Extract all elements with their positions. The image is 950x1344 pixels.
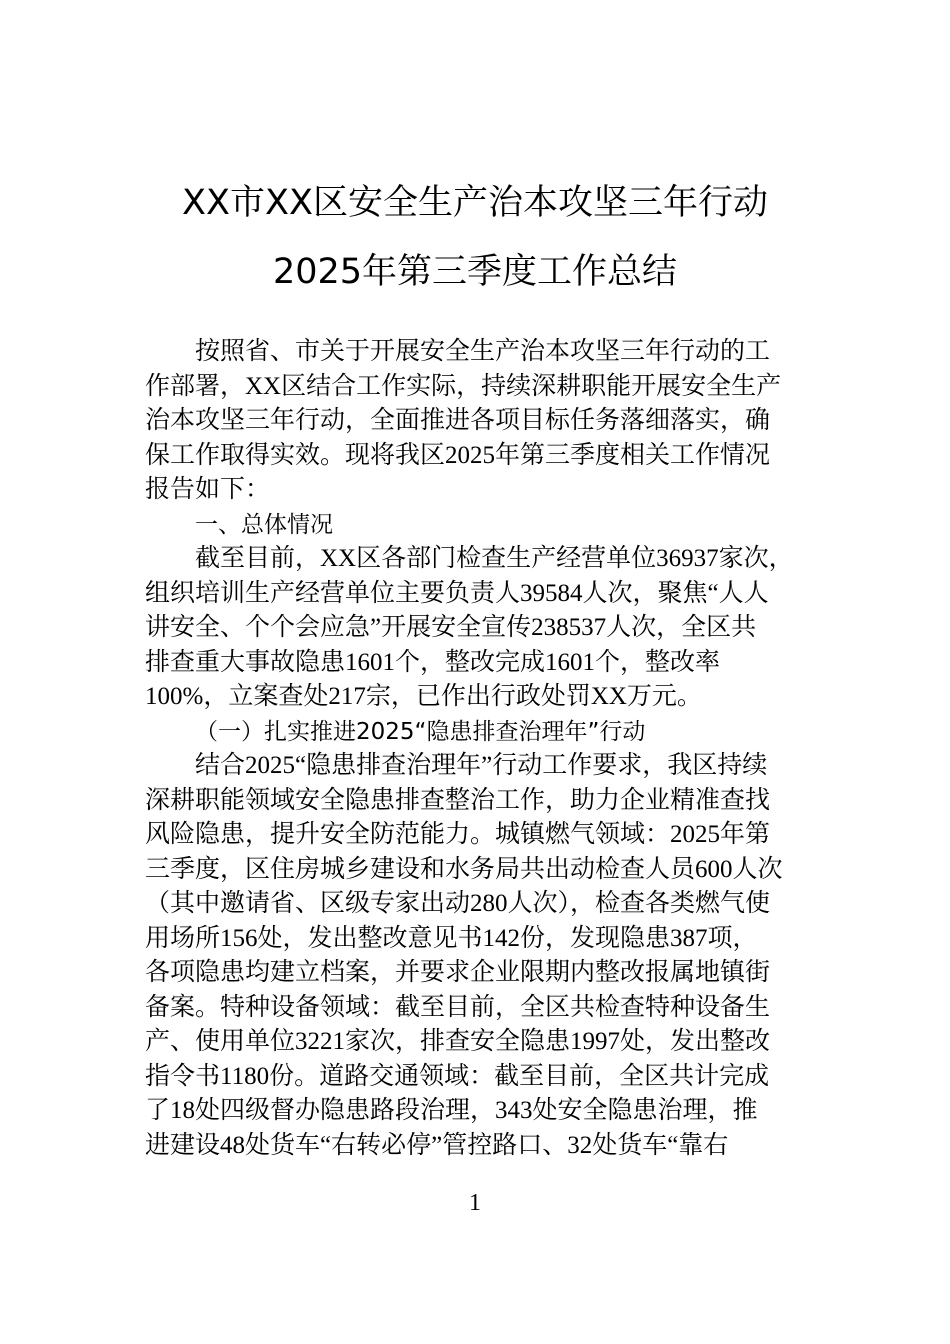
section-heading: 一、总体情况 (195, 511, 333, 538)
paragraph-line: 作部署，XX区结合工作实际，持续深耕职能开展安全生产 (145, 372, 782, 400)
paragraph-line: 讲安全、个个会应急”开展安全宣传238537人次，全区共 (145, 614, 757, 641)
paragraph-line: 组织培训生产经营单位主要负责人39584人次，聚焦“人人 (145, 579, 769, 607)
page-number: 1 (469, 1190, 481, 1216)
paragraph-line: 报告如下： (145, 476, 271, 503)
paragraph-line: 备案。特种设备领域：截至目前，全区共检查特种设备生 (145, 993, 771, 1021)
paragraph-line: 治本攻坚三年行动，全面推进各项目标任务落细落实，确 (145, 407, 771, 434)
paragraph-line: 各项隐患均建立档案，并要求企业限期内整改报属地镇街 (145, 959, 771, 986)
paragraph-line: 按照省、市关于开展安全生产治本攻坚三年行动的工 (195, 338, 771, 365)
paragraph-line: 排查重大事故隐患1601个，整改完成1601个，整改率 (145, 648, 721, 676)
paragraph-line: 了18处四级督办隐患路段治理，343处安全隐患治理，推 (145, 1097, 758, 1124)
document-body (145, 335, 810, 1163)
paragraph-line: 100%，立案查处217宗，已作出行政处罚XX万元。 (145, 683, 702, 710)
document-title-line-1: XX市XX区安全生产治本攻坚三年行动 (182, 183, 768, 223)
paragraph-line: 指令书1180份。道路交通领域：截至目前，全区共计完成 (145, 1062, 770, 1090)
paragraph-line: （其中邀请省、区级专家出动280人次），检查各类燃气使 (145, 890, 771, 917)
paragraph-line: 三季度，区住房城乡建设和水务局共出动检查人员600人次 (145, 855, 783, 883)
subsection-heading: （一）扎实推进2025“隐患排查治理年”行动 (195, 718, 646, 745)
document-title-line-2: 2025年第三季度工作总结 (272, 252, 678, 292)
paragraph-line: 保工作取得实效。现将我区2025年第三季度相关工作情况 (145, 441, 771, 469)
paragraph-line: 截至目前，XX区各部门检查生产经营单位36937家次， (195, 545, 794, 572)
paragraph-line: 风险隐患，提升安全防范能力。城镇燃气领域：2025年第 (145, 821, 771, 848)
paragraph-line: 产、使用单位3221家次，排查安全隐患1997处，发出整改 (145, 1028, 771, 1055)
paragraph-line: 深耕职能领域安全隐患排查整治工作，助力企业精准查找 (145, 786, 771, 814)
paragraph-line: 结合2025“隐患排查治理年”行动工作要求，我区持续 (195, 752, 768, 779)
paragraph-line: 进建设48处货车“右转必停”管控路口、32处货车“靠右 (145, 1131, 729, 1159)
paragraph-line: 用场所156处，发出整改意见书142份，发现隐患387项， (145, 924, 758, 952)
